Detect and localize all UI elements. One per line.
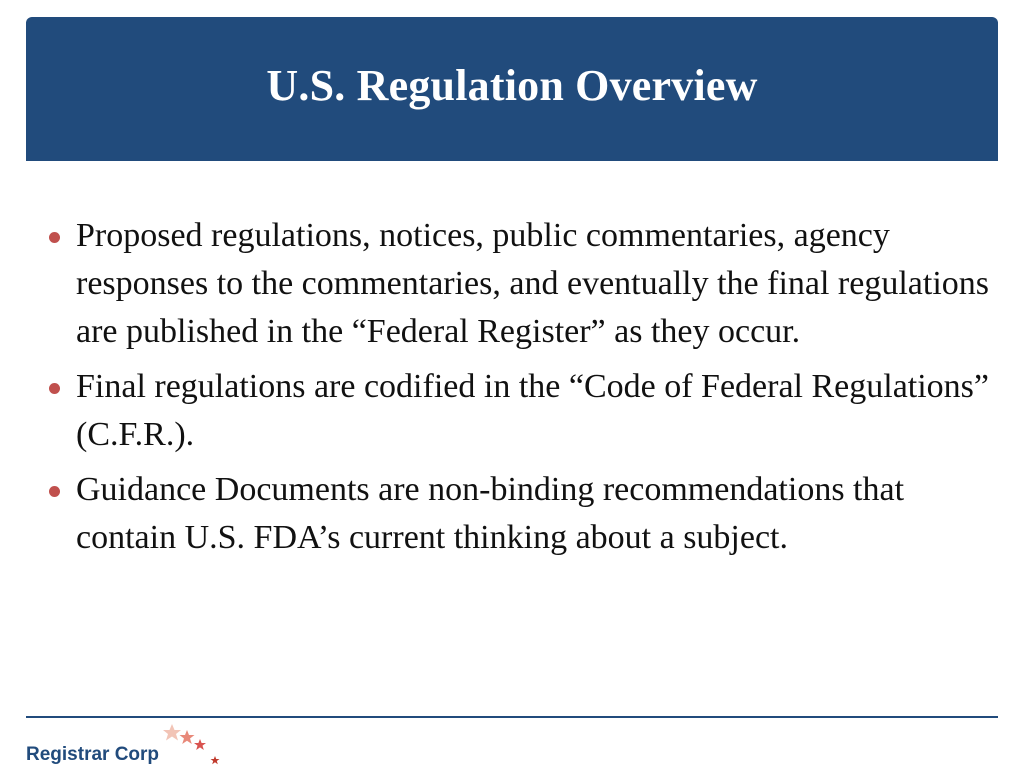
bullet-text: Guidance Documents are non-binding recommendations that contain U.S. FDA’s current thinking about a subject. (76, 471, 905, 556)
logo-text: Registrar Corp (26, 744, 160, 765)
footer-divider (26, 716, 998, 718)
bullet-item (46, 363, 996, 459)
bullet-text: Final regulations are codified in the “Code of Federal Regulations” (C.F.R.). (76, 368, 990, 453)
bullet-item (46, 466, 996, 562)
bullet-list (46, 212, 996, 569)
slide-title: U.S. Regulation Overview (266, 60, 758, 110)
bullet-item (46, 212, 996, 356)
bullet-icon (49, 232, 60, 243)
title-banner (26, 17, 998, 161)
bullet-icon (49, 486, 60, 497)
bullet-icon (49, 383, 60, 394)
company-logo (26, 722, 226, 766)
stars-icon (156, 722, 226, 766)
bullet-text: Proposed regulations, notices, public commentaries, agency responses to the commentaries, and eventually the final regulations are published in the “Federal Register” as they occur. (76, 217, 990, 350)
